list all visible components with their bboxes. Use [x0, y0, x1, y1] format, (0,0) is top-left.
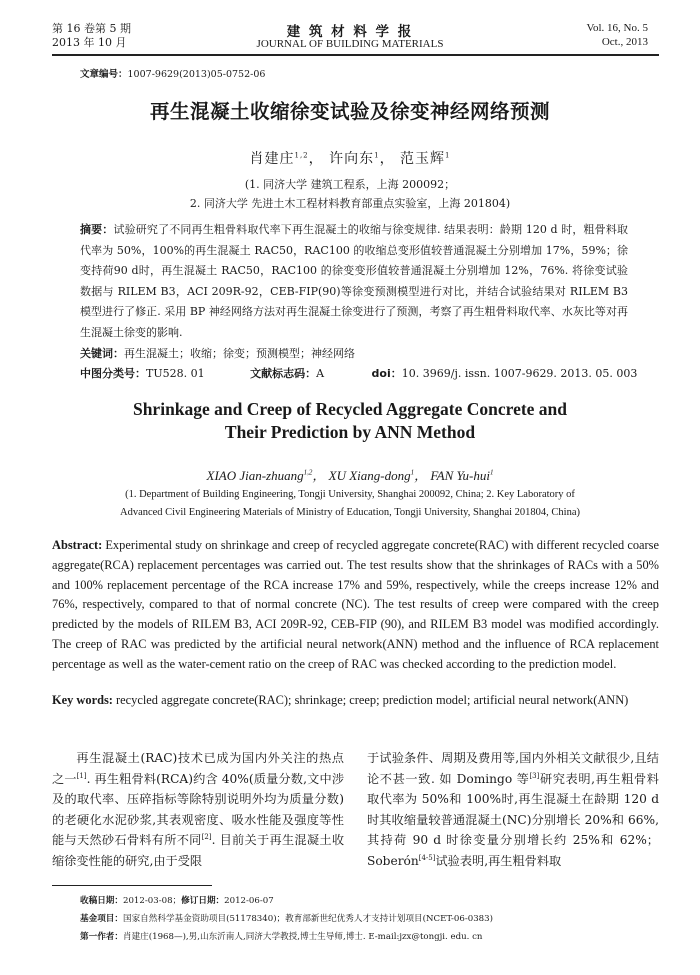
first-author-label: 第一作者：	[80, 932, 123, 942]
abstract-cn	[80, 220, 628, 343]
received-label: 收稿日期：	[80, 896, 123, 906]
body-right-part-3: 试验表明,再生粗骨料取	[435, 853, 562, 868]
author-cn-sep: ，	[308, 151, 324, 167]
author-en-3-sup: 1	[489, 468, 494, 477]
date-en: Oct., 2013	[601, 36, 648, 48]
citation-4-5: [4-5]	[418, 853, 436, 862]
fund-label: 基金项目：	[80, 914, 123, 924]
abstract-cn-label: 摘要：	[80, 223, 114, 236]
abstract-cn-text: 试验研究了不同再生粗骨料取代率下再生混凝土的收缩与徐变规律. 结果表明：龄期 120 d 时，粗骨料取代率为 50%，100%的再生混凝土 RAC50，RAC100 的收缩总变形值较普通混凝土分别增加 17%，59%；徐变持荷90 d时，再生混凝土 RAC50，RAC100 的徐变变形值较普通混凝土分别增加 12%，76%. 将徐变试验数据与 RILEM B3，ACI 209R-92，CEB-FIP(90)等徐变预测模型进行对比，并结合试验结果对 RILEM B3 模型进行了修正. 采用 BP 神经网络方法对再生混凝土徐变进行了预测，考察了再生粗骨料取代率、水灰比等对再生混凝土徐变的影响.	[80, 223, 628, 339]
body-left-part-3: . 目前关于再生混凝土收缩徐变性能的研究,由于受限	[52, 833, 345, 868]
doc-code-label: 文献标志码：	[250, 367, 317, 380]
doi-label: doi：	[371, 367, 402, 380]
footnote-separator: ；	[172, 896, 182, 906]
volume-issue-en: Vol. 16, No. 5	[586, 22, 648, 34]
author-en-2-sup: 1	[410, 468, 415, 477]
author-cn-2-sup: 1	[374, 151, 380, 160]
doi-value: 10. 3969/j. issn. 1007-9629. 2013. 05. 003	[401, 367, 638, 380]
author-cn-1-sup: 1,2	[294, 151, 309, 160]
affiliation-en-1: (1. Department of Building Engineering, Tongji University, Shanghai 200092, China; 2. Key Laboratory of	[125, 489, 575, 500]
first-author-text: 肖建庄(1968—),男,山东沂南人,同济大学教授,博士生导师,博士. E-mail:jzx@tongji. edu. cn	[122, 932, 483, 942]
author-en-3: FAN Yu-hui	[430, 468, 490, 483]
author-cn-3: 范玉辉	[400, 151, 446, 167]
classification-line	[80, 364, 640, 385]
author-en-1-sup: 1,2	[303, 468, 313, 477]
body-column-right	[367, 748, 659, 872]
author-cn-1: 肖建庄	[249, 151, 295, 167]
date-cn: 2013 年 10 月	[52, 36, 127, 49]
body-left-part-2: . 再生粗骨料(RCA)约含 40%(质量分数,文中涉及的取代率、压碎指标等除特别说明外均为质量分数)的老硬化水泥砂浆,其表观密度、吸水性能及强度等性能与天然砂石骨料有所不同	[52, 771, 345, 848]
footnote-fund	[80, 912, 493, 926]
author-cn-2: 许向东	[329, 151, 375, 167]
doc-code-value: A	[316, 367, 325, 380]
clc-value: TU528. 01	[146, 367, 205, 380]
affiliation-cn-2: 2. 同济大学 先进土木工程材料教育部重点实验室，上海 201804)	[189, 197, 511, 210]
authors-en	[0, 465, 700, 484]
keywords-en-text: recycled aggregate concrete(RAC); shrinkage; creep; prediction model; artificial neural network(ANN)	[116, 693, 629, 707]
article-number	[80, 66, 265, 80]
keywords-en	[52, 691, 659, 711]
journal-title-en: JOURNAL OF BUILDING MATERIALS	[256, 38, 444, 50]
body-left-part-1: 再生混凝土(RAC)技术已成为国内外关注的热点之一	[52, 751, 344, 786]
footnote-author	[80, 930, 482, 944]
abstract-en-label: Abstract:	[52, 538, 103, 552]
citation-3: [3]	[529, 771, 540, 780]
abstract-en-text: Experimental study on shrinkage and creep of recycled aggregate concrete(RAC) with different recycled coarse aggregate(RCA) replacement percentages was carried out. The test results show that the shrinkages of RACs with a 50% and 100% replacement percentage of the RCA increase 17% and 59%, respectively, while the creeps increase 12% and 76%, respectively, compared to that of normal concrete (NC). The test results of creep were compared with the creep predicted by the models of RILEM B3, ACI 209R-92, CEB-FIP (90), and RILEM B3 model was modified accordingly. The creep of RAC was predicted by the artificial neural network(ANN) method and the influence of RCA replacement percentage as well as the water-cement ratio on the creep of RAC was checked according to the prediction model.	[52, 538, 659, 671]
volume-issue-cn: 第 16 卷第 5 期	[52, 22, 131, 35]
author-en-2: XU Xiang-dong	[328, 468, 411, 483]
title-en-line-2: Their Prediction by ANN Method	[224, 422, 476, 442]
footnote-dates	[80, 894, 274, 908]
keywords-cn	[80, 344, 628, 365]
author-en-1: XIAO Jian-zhuang	[206, 468, 304, 483]
body-column-left	[52, 748, 344, 872]
fund-text: 国家自然科学基金资助项目(51178340)；教育部新世纪优秀人才支持计划项目(NCET-06-0383)	[122, 914, 493, 924]
abstract-en	[52, 536, 659, 675]
keywords-cn-label: 关键词：	[80, 347, 124, 360]
author-en-sep: ，	[414, 468, 428, 483]
citation-1: [1]	[76, 771, 87, 780]
article-number-label: 文章编号：	[80, 69, 128, 80]
revised-date: 2012-06-07	[224, 896, 274, 906]
citation-2: [2]	[201, 833, 212, 842]
authors-cn	[0, 148, 700, 168]
article-number-value: 1007-9629(2013)05-0752-06	[127, 69, 266, 80]
author-cn-3-sup: 1	[445, 151, 451, 160]
affiliation-cn-1: (1. 同济大学 建筑工程系，上海 200092；	[244, 178, 456, 191]
keywords-cn-text: 再生混凝土；收缩；徐变；预测模型；神经网络	[124, 347, 355, 360]
body-right-part-2: 研究表明,再生粗骨料取代率为 50%和 100%时,再生混凝土在龄期 120 d 时其收缩量较普通混凝土(NC)分别增长 20%和 66%,其持荷 90 d 时徐变量分别增长约 25%和 62%；Soberón	[367, 771, 659, 868]
affiliation-en-2: Advanced Civil Engineering Materials of Ministry of Education, Tongji University, Shanghai 201804, China)	[119, 507, 581, 518]
clc-label: 中图分类号：	[80, 367, 146, 380]
received-date: 2012-03-08	[122, 896, 173, 906]
author-en-sep: ，	[312, 468, 326, 483]
title-cn: 再生混凝土收缩徐变试验及徐变神经网络预测	[149, 100, 550, 123]
revised-label: 修订日期：	[181, 896, 225, 906]
journal-title-cn: 建 筑 材 料 学 报	[286, 24, 414, 40]
title-en-line-1: Shrinkage and Creep of Recycled Aggregate Concrete and	[132, 399, 568, 419]
keywords-en-label: Key words:	[52, 693, 113, 707]
footnote-rule	[52, 885, 212, 886]
header-rule	[52, 54, 659, 56]
author-cn-sep: ，	[379, 151, 395, 167]
body-right-part-1: 于试验条件、周期及费用等,国内外相关文献很少,且结论不甚一致. 如 Domingo 等	[367, 751, 659, 786]
